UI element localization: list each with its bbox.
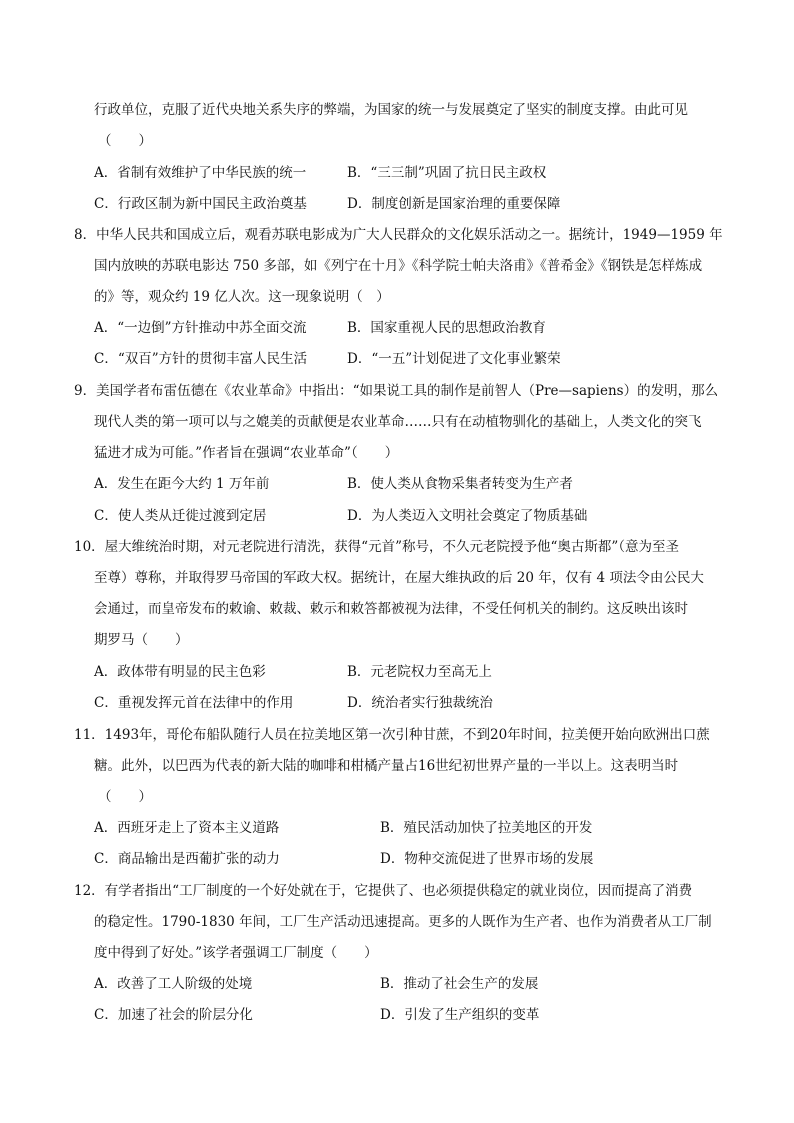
q12-stem-line-2: 的稳定性。1790-1830 年间，工厂生产活动迅速提高。更多的人既作为生产者、也作为消费者从工厂制 [94,914,712,930]
q7-option-c[interactable]: C．行政区制为新中国民主政治奠基 [94,196,307,212]
q10-stem-line-4: 期罗马（ ） [94,632,189,648]
q10-option-a[interactable]: A．政体带有明显的民主色彩 [94,664,266,680]
q12-option-b[interactable]: B．推动了社会生产的发展 [380,976,539,992]
q10-option-b[interactable]: B．元老院权力至高无上 [347,664,492,680]
q11-answer-blank: （ ） [98,789,152,805]
q12-stem-line-3: 度中得到了好处。”该学者强调工厂制度（ ） [94,945,378,961]
q7-option-b[interactable]: B．“三三制”巩固了抗日民主政权 [347,165,547,181]
q11-option-d[interactable]: D．物种交流促进了世界市场的发展 [380,851,594,867]
q9-stem-line-2: 现代人类的第一项可以与之媲美的贡献便是农业革命……只有在动植物驯化的基础上，人类文化的突飞 [94,414,702,430]
q12-option-a[interactable]: A．改善了工人阶级的处境 [94,976,253,992]
q9-option-a[interactable]: A．发生在距今大约 1 万年前 [94,476,270,492]
q10-stem-line-1: 10．屋大维统治时期，对元老院进行清洗，获得“元首”称号，不久元老院授予他“奥古斯都”（意为至圣 [74,539,680,555]
q8-option-b[interactable]: B．国家重视人民的思想政治教育 [347,320,546,336]
q11-stem-line-1: 11．1493年，哥伦布船队随行人员在拉美地区第一次引种甘蔗，不到20年时间，拉美便开始向欧洲出口蔗 [74,727,710,743]
q8-stem-line-3: 的》等，观众约 19 亿人次。这一现象说明（ ） [94,289,390,305]
q9-option-c[interactable]: C．使人类从迁徙过渡到定居 [94,508,267,524]
q9-stem-line-1: 9．美国学者布雷伍德在《农业革命》中指出：“如果说工具的制作是前智人（Pre—sapiens）的发明，那么 [74,383,719,399]
q7-option-d[interactable]: D．制度创新是国家治理的重要保障 [347,196,561,212]
q7-answer-blank: （ ） [98,133,152,149]
q10-stem-line-2: 至尊）尊称，并取得罗马帝国的军政大权。据统计，在屋大维执政的后 20 年，仅有 4 项法令由公民大 [94,570,704,586]
q12-stem-line-1: 12．有学者指出“工厂制度的一个好处就在于，它提供了、也必须提供稳定的就业岗位，因而提高了消费 [74,883,693,899]
q11-option-b[interactable]: B．殖民活动加快了拉美地区的开发 [380,820,593,836]
q8-option-c[interactable]: C．“双百”方针的贯彻丰富人民生活 [94,351,308,367]
q7-text-line: 行政单位，克服了近代央地关系失序的弊端，为国家的统一与发展奠定了坚实的制度支撑。由此可见 [94,102,688,118]
q11-option-c[interactable]: C．商品输出是西葡扩张的动力 [94,851,280,867]
q12-option-c[interactable]: C．加速了社会的阶层分化 [94,1007,253,1023]
q11-stem-line-2: 糖。此外，以巴西为代表的新大陆的咖啡和柑橘产量占16世纪初世界产量的一半以上。这表明当时 [94,758,679,774]
q10-stem-line-3: 会通过，而皇帝发布的敕谕、敕裁、敕示和敕答都被视为法律，不受任何机关的制约。这反映出该时 [94,601,688,617]
q9-stem-line-3: 猛进才成为可能。”作者旨在强调“农业革命”（ ） [94,445,399,461]
q10-option-d[interactable]: D．统治者实行独裁统治 [347,695,493,711]
q12-option-d[interactable]: D．引发了生产组织的变革 [380,1007,540,1023]
q9-option-d[interactable]: D．为人类迈入文明社会奠定了物质基础 [347,508,588,524]
q11-option-a[interactable]: A．西班牙走上了资本主义道路 [94,820,280,836]
q7-option-a[interactable]: A．省制有效维护了中华民族的统一 [94,165,307,181]
q9-option-b[interactable]: B．使人类从食物采集者转变为生产者 [347,476,573,492]
q8-option-a[interactable]: A．“一边倒”方针推动中苏全面交流 [94,320,307,336]
q10-option-c[interactable]: C．重视发挥元首在法律中的作用 [94,695,294,711]
q8-stem-line-2: 国内放映的苏联电影达 750 多部，如《列宁在十月》《科学院士帕夫洛甫》《普希金》《钢铁是怎样炼成 [94,258,703,274]
q8-stem-line-1: 8．中华人民共和国成立后，观看苏联电影成为广大人民群众的文化娱乐活动之一。据统计，1949—1959 年 [74,227,723,243]
q8-option-d[interactable]: D．“一五”计划促进了文化事业繁荣 [347,351,561,367]
